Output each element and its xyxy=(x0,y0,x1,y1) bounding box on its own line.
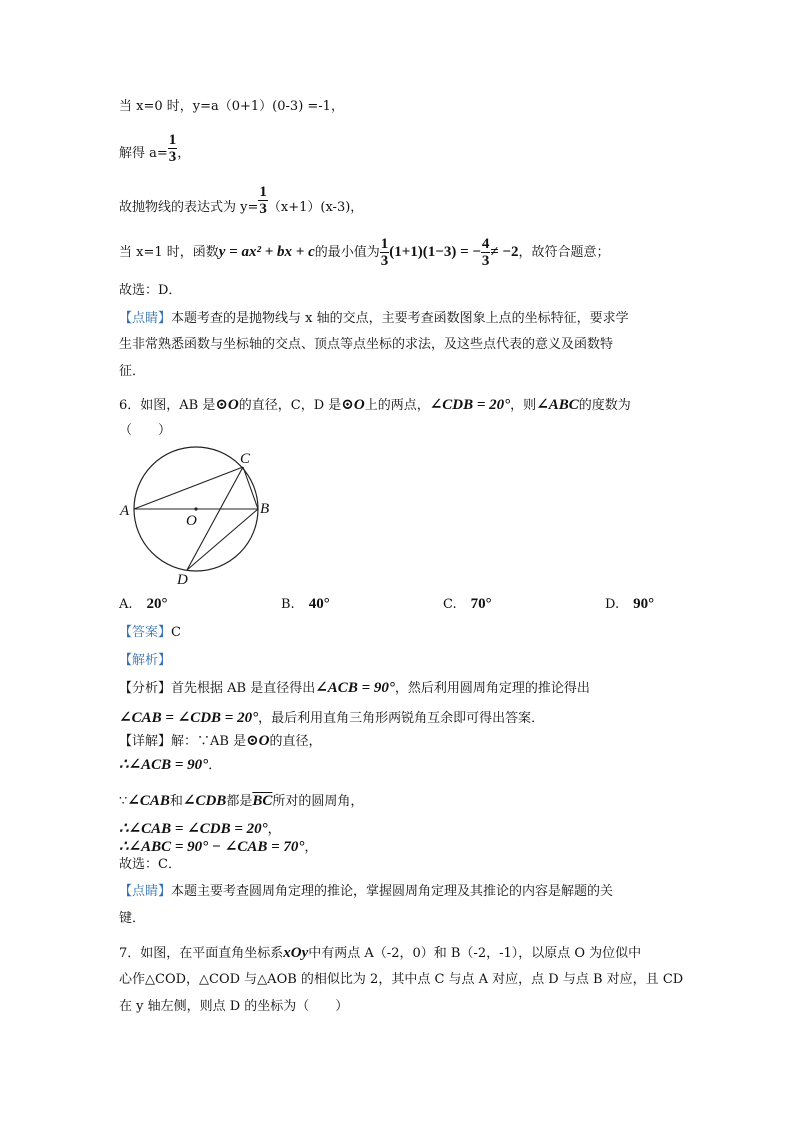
solution-line: 故抛物线的表达式为 y= $\frac{1}{3}$ （x+1）(x-3)， xyxy=(119,184,364,217)
arc-bc: $\overline{BC}$ xyxy=(252,793,273,809)
segment-db xyxy=(187,509,258,570)
detail-line: 【详解】解：∵AB 是⊙O的直径， xyxy=(119,733,322,749)
question-7-stem: 在 y 轴左侧，则点 D 的坐标为（ ） xyxy=(119,999,349,1014)
label-d: D xyxy=(177,572,188,588)
answer-value: C xyxy=(171,625,181,640)
detail-step: ∵∠CAB和∠CDB都是$\overline{BC}$所对的圆周角， xyxy=(119,793,364,809)
comment-line: 键． xyxy=(119,911,146,926)
solution-line: 解得 a= $\frac{1}{3}$ ， xyxy=(119,132,191,165)
answer-line xyxy=(119,624,181,642)
comment-line: 生非常熟悉函数与坐标轴的交点、顶点等点坐标的求法，及这些点代表的意义及函数特 xyxy=(119,337,614,352)
label-c: C xyxy=(240,451,251,467)
comment-line: 【点睛】本题主要考查圆周角定理的推论，掌握圆周角定理及其推论的内容是解题的关 xyxy=(119,884,614,899)
comment-line: 征． xyxy=(119,364,146,379)
comment-line: 【点睛】本题考查的是抛物线与 x 轴的交点，主要考查函数图象上点的坐标特征，要求学 xyxy=(119,311,629,326)
option-c[interactable]: C. 70° xyxy=(443,596,492,612)
question-6-paren: （ ） xyxy=(119,423,172,438)
label-a: A xyxy=(120,503,130,519)
solution-line: 当 x=1 时，函数y = ax² + bx + c的最小值为 $\frac{1}{3}$ (1+1)(1−3) = − $\frac{4}{3}$ ≠ −2，故符合题意； xyxy=(119,236,610,269)
option-a[interactable]: A. 20° xyxy=(119,596,168,612)
fraction-one-third: $\frac{1}{3}$ xyxy=(259,184,267,217)
segment-cb xyxy=(243,467,258,509)
question-7-stem: 7．如图，在平面直角坐标系xOy中有两点 A（-2，0）和 B（-2，-1），以原点 O 为位似中 xyxy=(119,945,642,961)
label-o: O xyxy=(186,513,197,529)
detail-step: ∴∠ABC = 90° − ∠CAB = 70°， xyxy=(119,839,318,855)
solution-line: 当 x=0 时，y=a（0+1）(0-3) =-1， xyxy=(119,99,344,114)
comment-tag: 【点睛】 xyxy=(119,311,172,326)
fraction-one-third: $\frac{1}{3}$ xyxy=(380,236,389,269)
circle-figure xyxy=(110,445,290,590)
answer-tag: 【答案】 xyxy=(119,625,172,640)
function-expression: y = ax² + bx + c xyxy=(218,244,315,260)
solution-line: 故选：D． xyxy=(119,283,182,298)
fraction-four-thirds: $\frac{4}{3}$ xyxy=(481,236,490,269)
fraction-one-third: $\frac{1}{3}$ xyxy=(168,132,177,165)
question-7-stem: 心作△COD，△COD 与△AOB 的相似比为 2，其中点 C 与点 A 对应，点 D 与点 B 对应，且 CD xyxy=(119,972,684,987)
option-b[interactable]: B. 40° xyxy=(281,596,330,612)
analysis-line: 【分析】首先根据 AB 是直径得出∠ACB = 90°，然后利用圆周角定理的推论得出 xyxy=(119,680,590,696)
detail-step: 故选：C． xyxy=(119,857,181,872)
detail-step: ∴∠ACB = 90°． xyxy=(119,757,222,773)
center-point xyxy=(194,507,197,510)
label-b: B xyxy=(260,501,270,517)
analysis-line: ∠CAB = ∠CDB = 20°，最后利用直角三角形两锐角互余即可得出答案． xyxy=(119,710,545,726)
segment-ac xyxy=(134,467,243,509)
question-6-stem: 6．如图，AB 是⊙O的直径，C，D 是⊙O上的两点，∠CDB = 20°，则∠ABC的度数为 xyxy=(119,397,631,413)
analysis-tag: 【解析】 xyxy=(119,653,172,668)
detail-step: ∴∠CAB = ∠CDB = 20°， xyxy=(119,821,281,837)
option-d[interactable]: D. 90° xyxy=(605,596,655,612)
